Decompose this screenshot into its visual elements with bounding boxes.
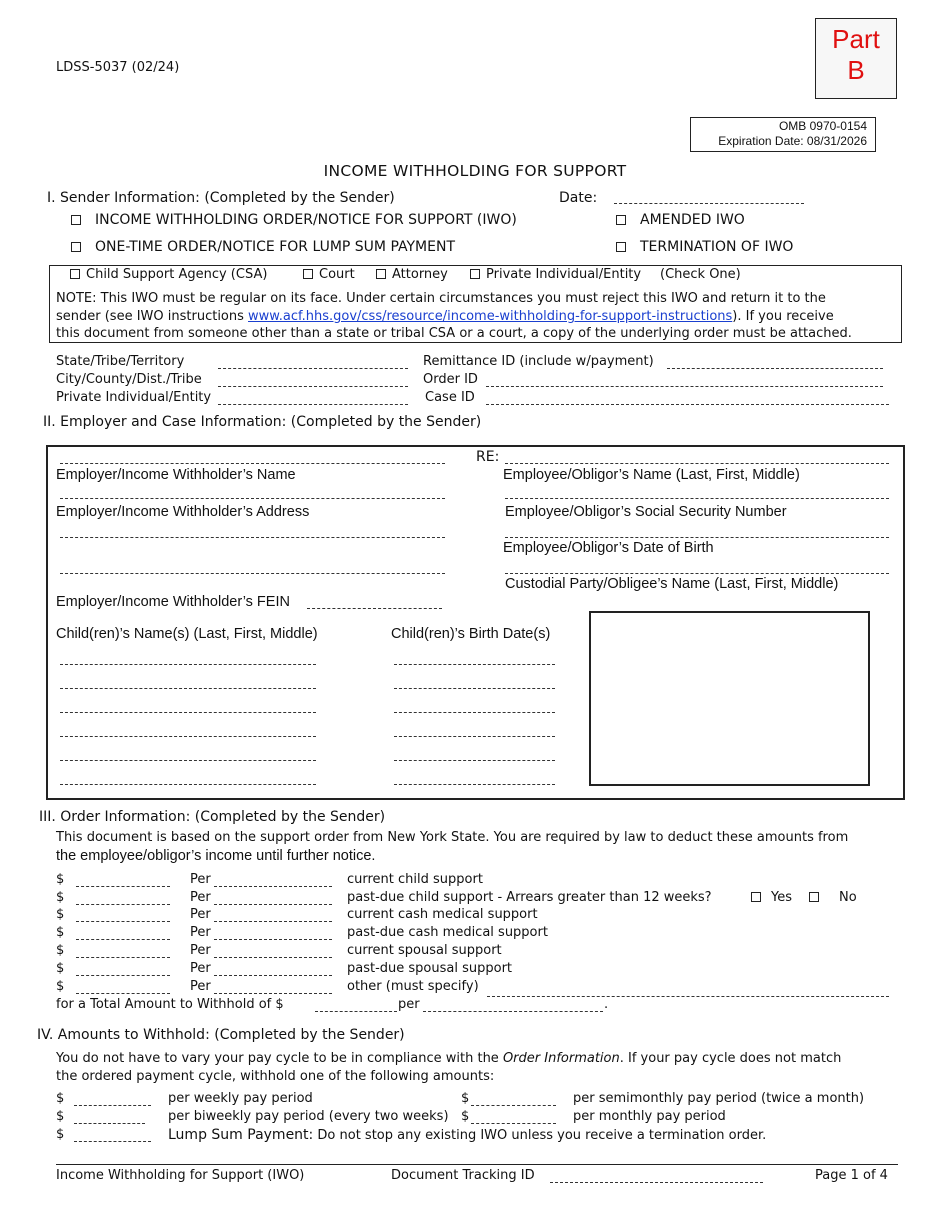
order-id-label: Order ID: [423, 372, 478, 387]
address-window-box: [589, 611, 870, 786]
child-dob-field[interactable]: [394, 664, 555, 665]
order-row-per: Per: [190, 925, 211, 940]
total-amount-field[interactable]: [315, 1011, 397, 1012]
employee-name-field[interactable]: [505, 463, 889, 464]
arrears-yes[interactable]: Yes: [751, 889, 792, 907]
order-amount-field[interactable]: [76, 975, 170, 976]
child-name-field[interactable]: [60, 736, 316, 737]
employee-ssn-field[interactable]: [505, 498, 889, 499]
checkbox-csa[interactable]: [70, 269, 80, 279]
children-dob-label: Child(ren)’s Birth Date(s): [391, 626, 551, 642]
order-amount-field[interactable]: [76, 957, 170, 958]
child-dob-field[interactable]: [394, 688, 555, 689]
employer-fein-label: Employer/Income Withholder’s FEIN: [56, 594, 290, 610]
order-per-field[interactable]: [214, 904, 332, 905]
order-row-label: past-due cash medical support: [347, 925, 548, 940]
order-row-label: past-due child support - Arrears greater than 12 weeks?: [347, 890, 712, 905]
monthly-dollar: $: [461, 1109, 470, 1124]
total-label: for a Total Amount to Withhold of $: [56, 997, 284, 1012]
semimonthly-label: per semimonthly pay period (twice a month): [573, 1091, 865, 1106]
private-field[interactable]: [218, 404, 408, 405]
employer-fein-field[interactable]: [307, 608, 442, 609]
date-field[interactable]: [614, 203, 804, 204]
check-one-note: (Check One): [660, 267, 741, 282]
child-dob-field[interactable]: [394, 760, 555, 761]
footer-rule: [56, 1164, 898, 1165]
order-id-field[interactable]: [486, 386, 883, 387]
order-row-dollar: $: [56, 890, 65, 905]
section4-heading: IV. Amounts to Withhold: (Completed by the Sender): [37, 1027, 405, 1043]
note-line-3: this document from someone other than a state or tribal CSA or a court, a copy of the underlying order must be attached.: [56, 326, 852, 341]
order-per-field[interactable]: [214, 939, 332, 940]
order-row-dollar: $: [56, 925, 65, 940]
employer-name-field[interactable]: [60, 463, 445, 464]
weekly-label: per weekly pay period: [168, 1091, 313, 1106]
state-label: State/Tribe/Territory: [56, 354, 185, 369]
checkbox-lump-sum[interactable]: [71, 242, 81, 252]
custodial-name-label: Custodial Party/Obligee’s Name (Last, First, Middle): [505, 576, 839, 592]
case-id-field[interactable]: [486, 404, 889, 405]
biweekly-amount-field[interactable]: [74, 1123, 145, 1124]
iwo-instructions-link[interactable]: www.acf.hhs.gov/css/resource/income-withholding-for-support-instructions: [248, 309, 733, 324]
tracking-id-label: Document Tracking ID: [391, 1168, 535, 1183]
section2-heading: II. Employer and Case Information: (Completed by the Sender): [43, 414, 482, 430]
child-name-field[interactable]: [60, 712, 316, 713]
monthly-amount-field[interactable]: [471, 1123, 556, 1124]
other-specify-field[interactable]: [487, 996, 889, 997]
order-row-dollar: $: [56, 979, 65, 994]
order-row-dollar: $: [56, 943, 65, 958]
child-name-field[interactable]: [60, 760, 316, 761]
option-iwo[interactable]: INCOME WITHHOLDING ORDER/NOTICE FOR SUPPORT (IWO): [71, 211, 517, 229]
semimonthly-amount-field[interactable]: [471, 1105, 556, 1106]
order-amount-field[interactable]: [76, 921, 170, 922]
custodial-name-field[interactable]: [505, 573, 889, 574]
note-line-2: sender (see IWO instructions www.acf.hhs.gov/css/resource/income-withholding-for-support-instructions). If you receive: [56, 309, 834, 324]
total-per-field[interactable]: [423, 1011, 603, 1012]
employer-address-field-2[interactable]: [60, 537, 445, 538]
city-field[interactable]: [218, 386, 408, 387]
employer-name-label: Employer/Income Withholder’s Name: [56, 467, 296, 483]
checkbox-attorney[interactable]: [376, 269, 386, 279]
sender-attorney[interactable]: Attorney: [376, 266, 448, 284]
arrears-no[interactable]: No: [809, 889, 857, 907]
order-row-dollar: $: [56, 872, 65, 887]
tracking-id-field[interactable]: [550, 1182, 763, 1183]
employer-address-field-1[interactable]: [60, 498, 445, 499]
private-label: Private Individual/Entity: [56, 390, 212, 405]
order-row-per: Per: [190, 943, 211, 958]
child-name-field[interactable]: [60, 784, 316, 785]
child-name-field[interactable]: [60, 664, 316, 665]
employee-ssn-label: Employee/Obligor’s Social Security Number: [505, 504, 787, 520]
order-text-line-2: the employee/obligor’s income until further notice.: [56, 848, 376, 864]
footer-title: Income Withholding for Support (IWO): [56, 1168, 305, 1183]
omb-number: OMB 0970-0154: [778, 119, 867, 133]
date-label: Date:: [559, 190, 598, 206]
child-dob-field[interactable]: [394, 736, 555, 737]
order-per-field[interactable]: [214, 921, 332, 922]
weekly-dollar: $: [56, 1091, 65, 1106]
total-period: .: [604, 997, 609, 1012]
remittance-label: Remittance ID (include w/payment): [423, 354, 654, 369]
lump-amount-field[interactable]: [74, 1141, 151, 1142]
order-row-per: Per: [190, 979, 211, 994]
part-label: Part: [832, 24, 880, 54]
employer-address-label: Employer/Income Withholder’s Address: [56, 504, 310, 520]
order-row-dollar: $: [56, 907, 65, 922]
city-label: City/County/Dist./Tribe: [56, 372, 202, 387]
checkbox-arrears-yes[interactable]: [751, 892, 761, 902]
option-termination[interactable]: TERMINATION OF IWO: [616, 238, 793, 256]
order-text-line-1: This document is based on the support order from New York State. You are required by law to deduct these amounts from: [56, 830, 849, 845]
employer-address-field-3[interactable]: [60, 573, 445, 574]
order-per-field[interactable]: [214, 886, 332, 887]
order-row-label: current child support: [347, 872, 483, 887]
order-row-label: other (must specify): [347, 979, 479, 994]
employee-dob-label: Employee/Obligor’s Date of Birth: [503, 540, 714, 556]
checkbox-iwo[interactable]: [71, 215, 81, 225]
employee-name-label: Employee/Obligor’s Name (Last, First, Middle): [503, 467, 800, 483]
section1-heading: I. Sender Information: (Completed by the Sender): [47, 190, 395, 206]
total-per-label: per: [398, 997, 420, 1012]
section3-heading: III. Order Information: (Completed by the Sender): [39, 809, 386, 825]
checkbox-arrears-no[interactable]: [809, 892, 819, 902]
note-line-1: NOTE: This IWO must be regular on its face. Under certain circumstances you must reject this IWO and return it to the: [56, 291, 826, 306]
semimonthly-dollar: $: [461, 1091, 470, 1106]
order-row-label: current cash medical support: [347, 907, 538, 922]
lump-sum-text: Lump Sum Payment: Do not stop any existing IWO unless you receive a termination order.: [168, 1127, 767, 1143]
checkbox-amended[interactable]: [616, 215, 626, 225]
part-letter: B: [847, 55, 865, 85]
order-per-field[interactable]: [214, 993, 332, 994]
biweekly-dollar: $: [56, 1109, 65, 1124]
option-lump-sum[interactable]: ONE-TIME ORDER/NOTICE FOR LUMP SUM PAYMENT: [71, 238, 455, 256]
case-id-label: Case ID: [425, 390, 475, 405]
checkbox-court[interactable]: [303, 269, 313, 279]
sender-private[interactable]: Private Individual/Entity: [470, 266, 641, 284]
form-id: LDSS-5037 (02/24): [56, 60, 180, 75]
page-title: INCOME WITHHOLDING FOR SUPPORT: [323, 162, 627, 180]
monthly-label: per monthly pay period: [573, 1109, 726, 1124]
checkbox-termination[interactable]: [616, 242, 626, 252]
child-name-field[interactable]: [60, 688, 316, 689]
weekly-amount-field[interactable]: [74, 1105, 151, 1106]
order-row-dollar: $: [56, 961, 65, 976]
order-row-label: past-due spousal support: [347, 961, 513, 976]
option-amended[interactable]: AMENDED IWO: [616, 211, 745, 229]
order-row-per: Per: [190, 961, 211, 976]
order-row-per: Per: [190, 890, 211, 905]
page-number: Page 1 of 4: [815, 1168, 888, 1183]
re-label: RE:: [476, 449, 500, 465]
part-badge: [815, 18, 897, 99]
order-per-field[interactable]: [214, 957, 332, 958]
lump-dollar: $: [56, 1127, 65, 1142]
order-amount-field[interactable]: [76, 886, 170, 887]
children-names-label: Child(ren)’s Name(s) (Last, First, Middle): [56, 626, 318, 642]
sender-csa[interactable]: Child Support Agency (CSA): [70, 266, 267, 284]
order-amount-field[interactable]: [76, 993, 170, 994]
employee-dob-field[interactable]: [505, 537, 889, 538]
remittance-field[interactable]: [667, 368, 883, 369]
sender-court[interactable]: Court: [303, 266, 355, 284]
order-row-per: Per: [190, 907, 211, 922]
child-dob-field[interactable]: [394, 784, 555, 785]
order-per-field[interactable]: [214, 975, 332, 976]
omb-box: [690, 117, 876, 152]
expiration-date: Expiration Date: 08/31/2026: [718, 134, 867, 148]
order-row-per: Per: [190, 872, 211, 887]
withhold-text-line-2: the ordered payment cycle, withhold one of the following amounts:: [56, 1069, 495, 1084]
order-row-label: current spousal support: [347, 943, 502, 958]
order-amount-field[interactable]: [76, 939, 170, 940]
state-field[interactable]: [218, 368, 408, 369]
child-dob-field[interactable]: [394, 712, 555, 713]
checkbox-private[interactable]: [470, 269, 480, 279]
order-amount-field[interactable]: [76, 904, 170, 905]
biweekly-label: per biweekly pay period (every two weeks): [168, 1109, 449, 1124]
withhold-text-line-1: You do not have to vary your pay cycle to be in compliance with the Order Information. If your pay cycle does not match: [56, 1051, 842, 1066]
